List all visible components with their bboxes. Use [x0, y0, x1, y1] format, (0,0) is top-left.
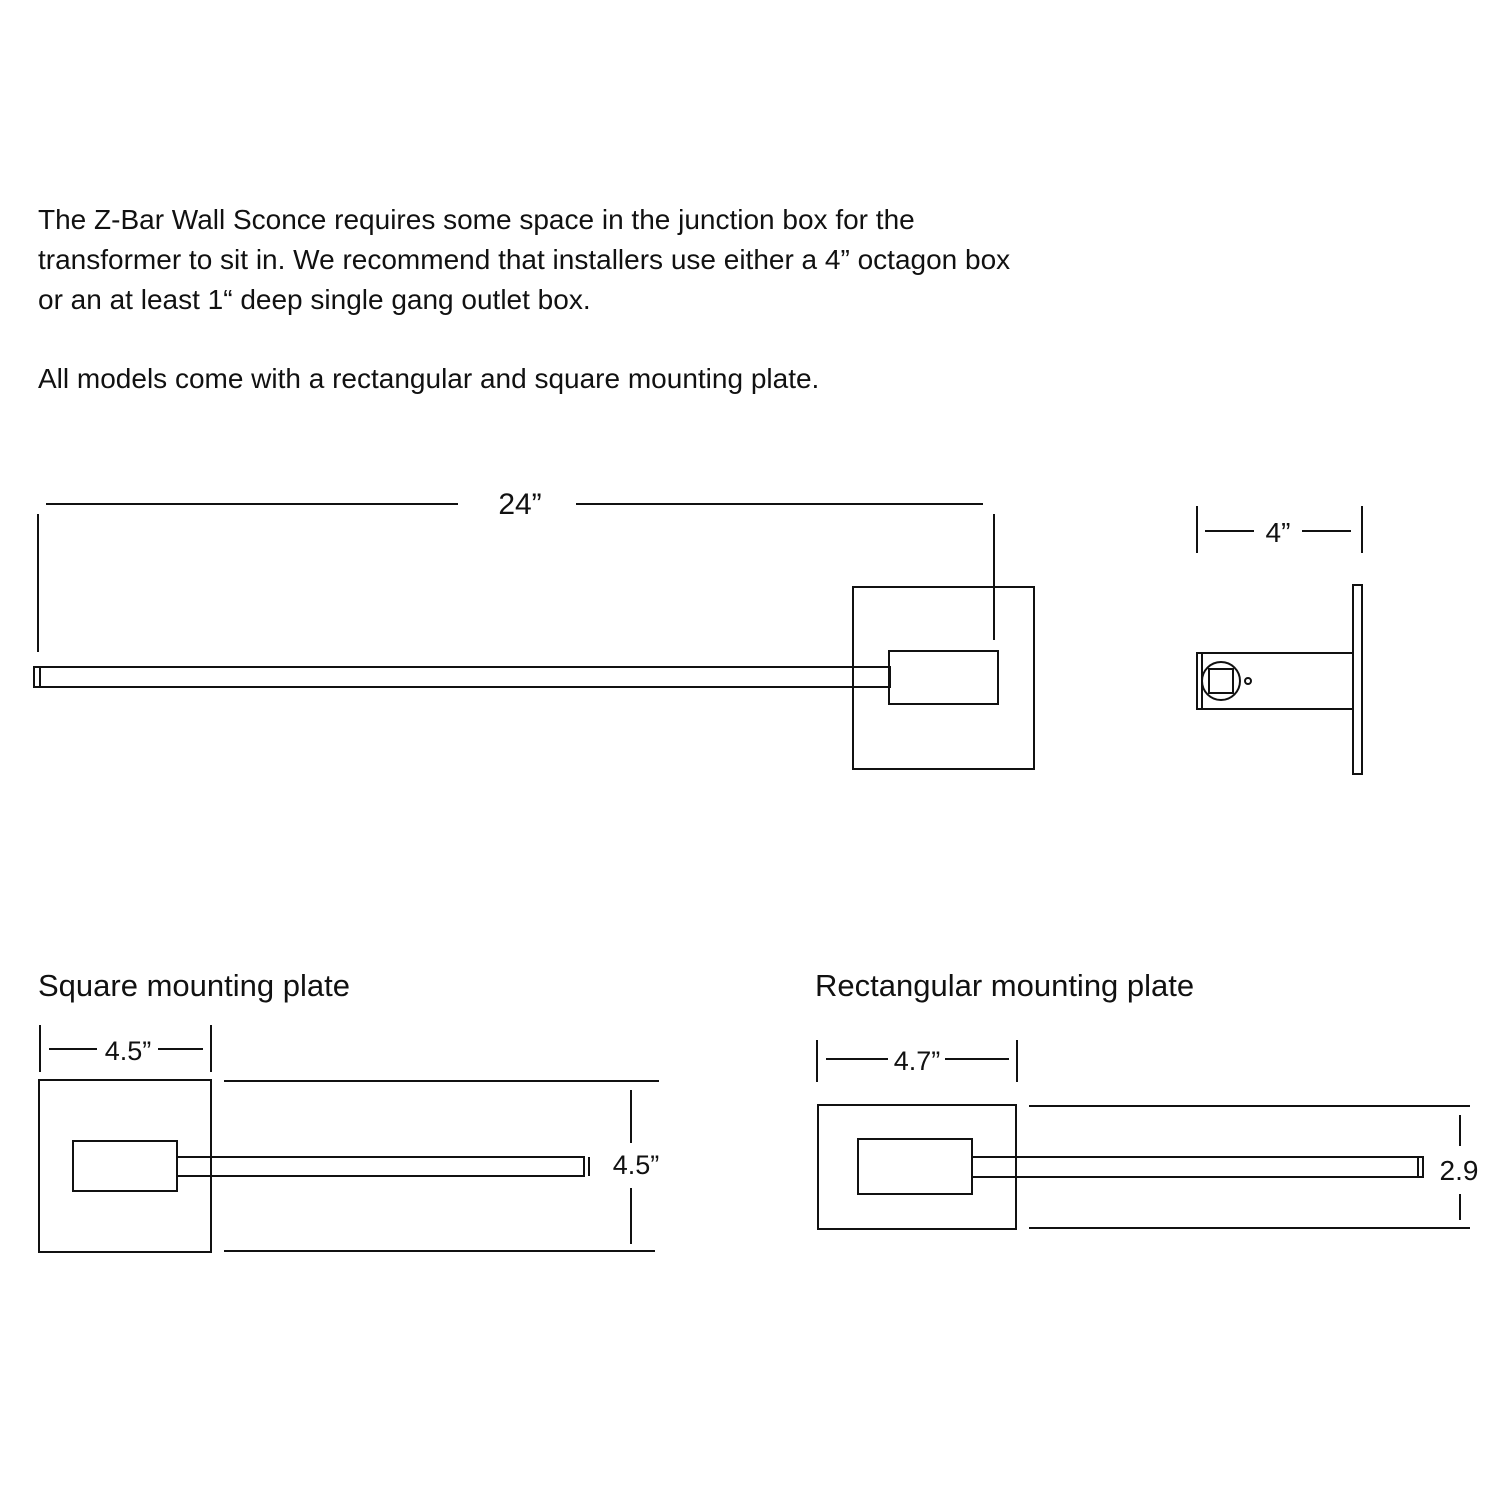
square-width-dimension: [40, 1025, 211, 1072]
square-plate: [39, 1080, 211, 1252]
rect-plate: [818, 1105, 1016, 1229]
square-arm-housing: [73, 1141, 177, 1191]
side-arm-end-square: [1209, 669, 1233, 693]
side-depth-dimension: [1197, 506, 1362, 553]
square-arm: [177, 1157, 584, 1176]
side-arm-end-ring: [1202, 662, 1240, 700]
square-height-dimension: [224, 1081, 659, 1251]
front-length-dimension: [38, 488, 994, 652]
rect-height-dimension: [1029, 1106, 1478, 1228]
side-arm-screw: [1245, 678, 1251, 684]
rect-width-dimension: [817, 1040, 1017, 1082]
side-wall-plate: [1353, 585, 1362, 774]
square-plate-view: [39, 1025, 659, 1252]
intro-line-2: transformer to sit in. We recommend that installers use either a 4” octagon box: [38, 244, 1011, 275]
rect-plate-view: [817, 1040, 1478, 1229]
square-plate-heading: Square mounting plate: [38, 968, 350, 1003]
side-view: [1197, 506, 1362, 774]
rect-width-label: 4.7”: [893, 1046, 941, 1076]
front-mounting-plate: [853, 587, 1034, 769]
intro-line-1: The Z-Bar Wall Sconce requires some space in the junction box for the: [38, 204, 915, 235]
rect-arm: [972, 1157, 1423, 1177]
front-arm: [34, 667, 890, 687]
side-depth-label: 4”: [1265, 517, 1291, 548]
rect-plate-heading: Rectangular mounting plate: [815, 968, 1195, 1003]
models-note: All models come with a rectangular and square mounting plate.: [38, 363, 820, 394]
front-length-label: 24”: [498, 488, 542, 521]
front-arm-housing: [889, 651, 998, 704]
rect-arm-housing: [858, 1139, 972, 1194]
square-width-label: 4.5”: [104, 1036, 152, 1066]
square-height-label: 4.5”: [612, 1150, 660, 1180]
intro-line-3: or an at least 1“ deep single gang outlet box.: [38, 284, 591, 315]
front-view: [34, 488, 1034, 769]
rect-height-label: 2.9: [1439, 1155, 1479, 1186]
